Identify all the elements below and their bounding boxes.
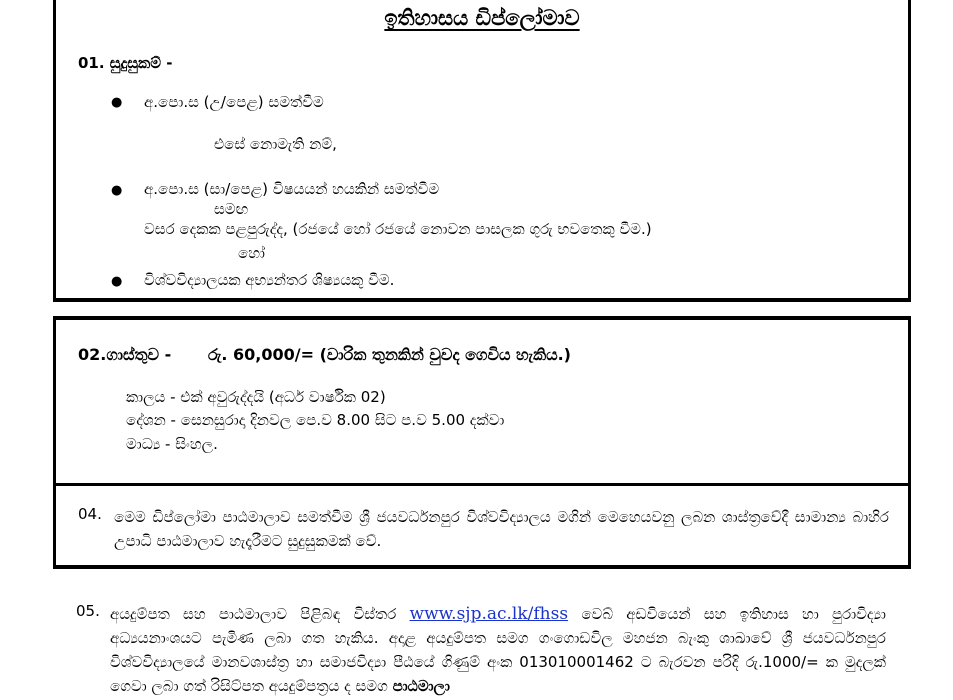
note-04-text: මෙම ඩිප්ලෝමා පාඨමාලාව සමත්වීම ශ්‍රී ජයවර්ධනපුර විශ්වවිද්‍යාලය මගින් මෙහෙයවනු ලබන ශාස්ත්‍රවේදී සාමාන්‍ය බාහිර උපාධි පාඨමාලාව හැදෑරීමට සුදුසුකමක් වේ. [114,508,889,550]
note-05-number: 05. [76,602,100,620]
fee-box [53,316,911,569]
lecture-schedule: දේශන - සෙනසුරාදා දිනවල පෙ.ව 8.00 සිට ප.ව 5.00 දක්වා [126,411,505,429]
course-medium: මාධ්‍ය - සිංහල. [126,435,218,453]
qualification-experience: වසර දෙකක පළපුරුද්ද, (රජයේ හෝ රජයේ නොවන පාසලක ගුරු භවතෙකු වීම.) [144,220,652,238]
qualification-or-else: එසේ නොමැති නම්, [214,135,337,153]
fee-amount: රු. 60,000/= (වාරික තුනකින් වුවද ගෙවිය හැකිය.) [208,345,571,364]
qualification-item-2: අ.පො.ස (සා/පෙළ) විෂයයන් හයකින් සමත්වීම [144,180,440,198]
qualifications-heading: 01. සුදුසුකම් - [78,54,173,72]
qualification-item-3: විශ්වවිද්‍යාලයක අභ්‍යන්තර ශිෂ්‍යයකු වීම. [144,271,395,289]
note-04-number: 04. [78,505,102,523]
bullet-icon: ● [111,183,123,198]
section-divider [56,483,908,486]
qualifications-box [53,0,911,302]
note-05-text-start: අයදුම්පත සහ පාඨමාලාව පිළිබඳ විස්තර [110,605,397,623]
note-05-trailing-bold: පාඨමාලා [392,677,450,695]
page-title: ඉතිහාසය ඩිප්ලෝමාව [384,6,580,30]
note-05-paragraph [110,602,886,698]
bullet-icon: ● [111,95,123,110]
note-05-text-rest: වෙබ් අඩවියෙන් සහ ඉතිහාස හා පුරාවිද්‍යා අධ්‍යයනාංශයට පැමිණ ලබා ගත හැකිය. අදාළ අයදුම්පත සමග ගංගොඩවිල මහජන බැංකු ශාඛාවේ ශ්‍රී ජයවර්ධනපුර විශ්වවිද්‍යාලයේ මානවශාස්ත්‍ර හා සමාජවිද්‍යා පීඨයේ ගිණුම් අංක 013010001462 ට බැරවන පරිදි රු.1000/= ක මුදලක් ගෙවා ලබා ගත් රිසිට්පත අයදුම්පත්‍රය ද සමග [110,605,886,695]
bullet-icon: ● [111,274,123,289]
website-link[interactable]: www.sjp.ac.lk/fhss [409,604,569,624]
qualification-item-1: අ.පො.ස (උ/පෙළ) සමත්වීම [144,93,324,111]
qualification-together: සමඟ [214,200,249,218]
fee-label: 02.ගාස්තුව - [78,345,172,364]
course-duration: කාලය - එක් අවුරුද්දයි (අර්ධ වාර්ෂික 02) [126,388,386,406]
qualification-or: හෝ [238,244,265,262]
